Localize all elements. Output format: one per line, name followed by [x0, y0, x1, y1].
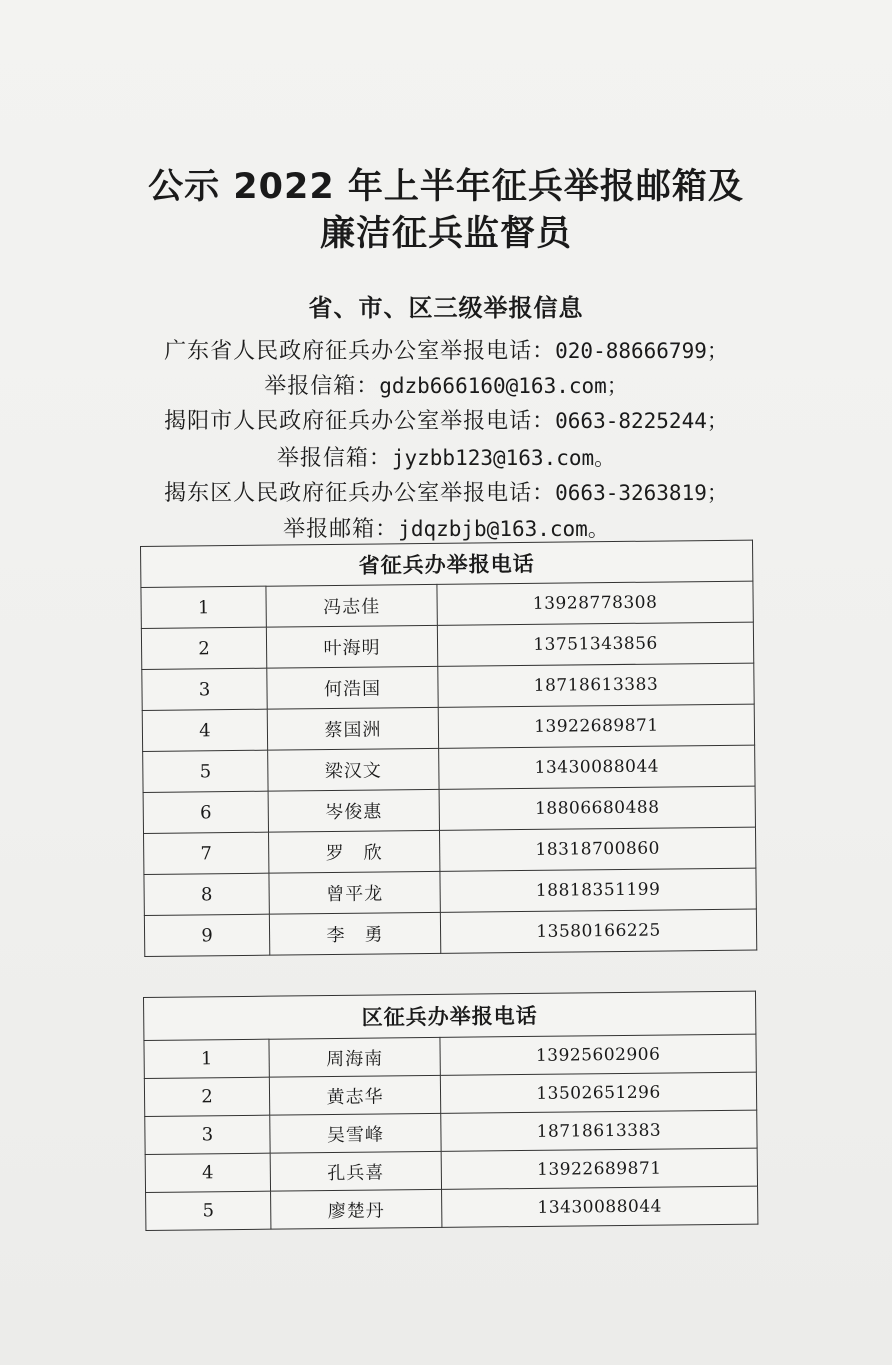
table-row — [145, 1110, 757, 1154]
supervisor-phone: 13928778308 — [437, 581, 753, 625]
province-email-line — [0, 369, 892, 400]
supervisor-name: 吴雪峰 — [270, 1113, 441, 1153]
row-number: 4 — [142, 709, 267, 751]
supervisor-name: 何浩国 — [267, 666, 438, 709]
supervisor-phone: 18818351199 — [440, 868, 756, 912]
row-number: 2 — [144, 1077, 269, 1116]
row-number: 2 — [141, 627, 266, 669]
row-number: 4 — [145, 1153, 270, 1192]
table-row — [144, 909, 756, 956]
city-email-value: jyzbb123@163.com。 — [391, 446, 616, 470]
city-hotline-label: 揭阳市人民政府征兵办公室举报电话： — [164, 409, 556, 434]
document-title-line-2: 廉洁征兵监督员 — [319, 214, 572, 254]
supervisor-name: 冯志佳 — [266, 584, 437, 627]
supervisor-phone: 18806680488 — [439, 786, 755, 830]
table-row — [143, 745, 755, 792]
district-supervisor-table — [143, 991, 758, 1231]
row-number: 1 — [144, 1039, 269, 1078]
district-hotline-label: 揭东区人民政府征兵办公室举报电话： — [164, 481, 556, 506]
row-number: 1 — [141, 586, 266, 628]
row-number: 8 — [144, 873, 269, 915]
supervisor-phone: 13922689871 — [438, 704, 754, 748]
table-row — [145, 1148, 757, 1192]
row-number: 6 — [143, 791, 268, 833]
supervisor-phone: 13502651296 — [440, 1072, 756, 1113]
district-table-heading: 区征兵办举报电话 — [144, 991, 756, 1040]
table-row — [143, 786, 755, 833]
province-email-value: gdzb666160@163.com； — [379, 374, 628, 398]
supervisor-name: 周海南 — [269, 1037, 440, 1077]
supervisor-name: 叶海明 — [266, 625, 437, 668]
row-number: 9 — [144, 914, 269, 956]
supervisor-name: 曾平龙 — [269, 871, 440, 914]
section-heading: 省、市、区三级举报信息 — [308, 294, 584, 322]
supervisor-name: 孔兵喜 — [270, 1151, 441, 1191]
district-hotline-line — [0, 476, 892, 507]
row-number: 7 — [144, 832, 269, 874]
supervisor-name: 岑俊惠 — [268, 789, 439, 832]
row-number: 3 — [142, 668, 267, 710]
district-email-value: jdqzbjb@163.com。 — [398, 517, 609, 541]
supervisor-phone: 13430088044 — [442, 1186, 758, 1227]
supervisor-phone: 18318700860 — [439, 827, 755, 871]
table-row — [142, 704, 754, 751]
province-hotline-line — [0, 334, 892, 365]
province-email-label: 举报信箱： — [264, 374, 380, 399]
city-email-label: 举报信箱： — [276, 446, 392, 471]
supervisor-phone: 13580166225 — [440, 909, 756, 953]
supervisor-name: 廖楚丹 — [271, 1189, 442, 1229]
table-row — [144, 827, 756, 874]
supervisor-phone: 13751343856 — [437, 622, 753, 666]
district-hotline-value: 0663-3263819； — [555, 481, 728, 505]
table-row — [144, 1072, 756, 1116]
table-row — [142, 663, 754, 710]
supervisor-name: 蔡国洲 — [267, 707, 438, 750]
table-row — [144, 1034, 756, 1078]
supervisor-name: 梁汉文 — [268, 748, 439, 791]
province-hotline-label: 广东省人民政府征兵办公室举报电话： — [164, 339, 556, 364]
city-hotline-line — [0, 404, 892, 435]
district-email-line — [0, 512, 892, 543]
supervisor-phone: 13922689871 — [441, 1148, 757, 1189]
city-hotline-value: 0663-8225244； — [555, 409, 728, 433]
row-number: 3 — [145, 1115, 270, 1154]
supervisor-phone: 13430088044 — [439, 745, 755, 789]
supervisor-name: 罗 欣 — [269, 830, 440, 873]
supervisor-phone: 13925602906 — [440, 1034, 756, 1075]
district-email-label: 举报邮箱： — [283, 517, 399, 542]
row-number: 5 — [143, 750, 268, 792]
table-row — [141, 622, 753, 669]
table-row — [144, 868, 756, 915]
province-supervisor-table — [140, 540, 757, 957]
city-email-line — [0, 441, 892, 472]
table-header-row — [144, 991, 756, 1040]
supervisor-phone: 18718613383 — [441, 1110, 757, 1151]
table-row — [141, 581, 753, 628]
table-header-row — [141, 540, 753, 587]
document-title-line-1: 公示 2022 年上半年征兵举报邮箱及 — [148, 167, 744, 207]
supervisor-name: 李 勇 — [269, 912, 440, 955]
supervisor-phone: 18718613383 — [438, 663, 754, 707]
province-hotline-value: 020-88666799； — [555, 339, 728, 363]
table-row — [146, 1186, 758, 1230]
row-number: 5 — [146, 1191, 271, 1230]
province-table-heading: 省征兵办举报电话 — [141, 540, 753, 587]
supervisor-name: 黄志华 — [269, 1075, 440, 1115]
